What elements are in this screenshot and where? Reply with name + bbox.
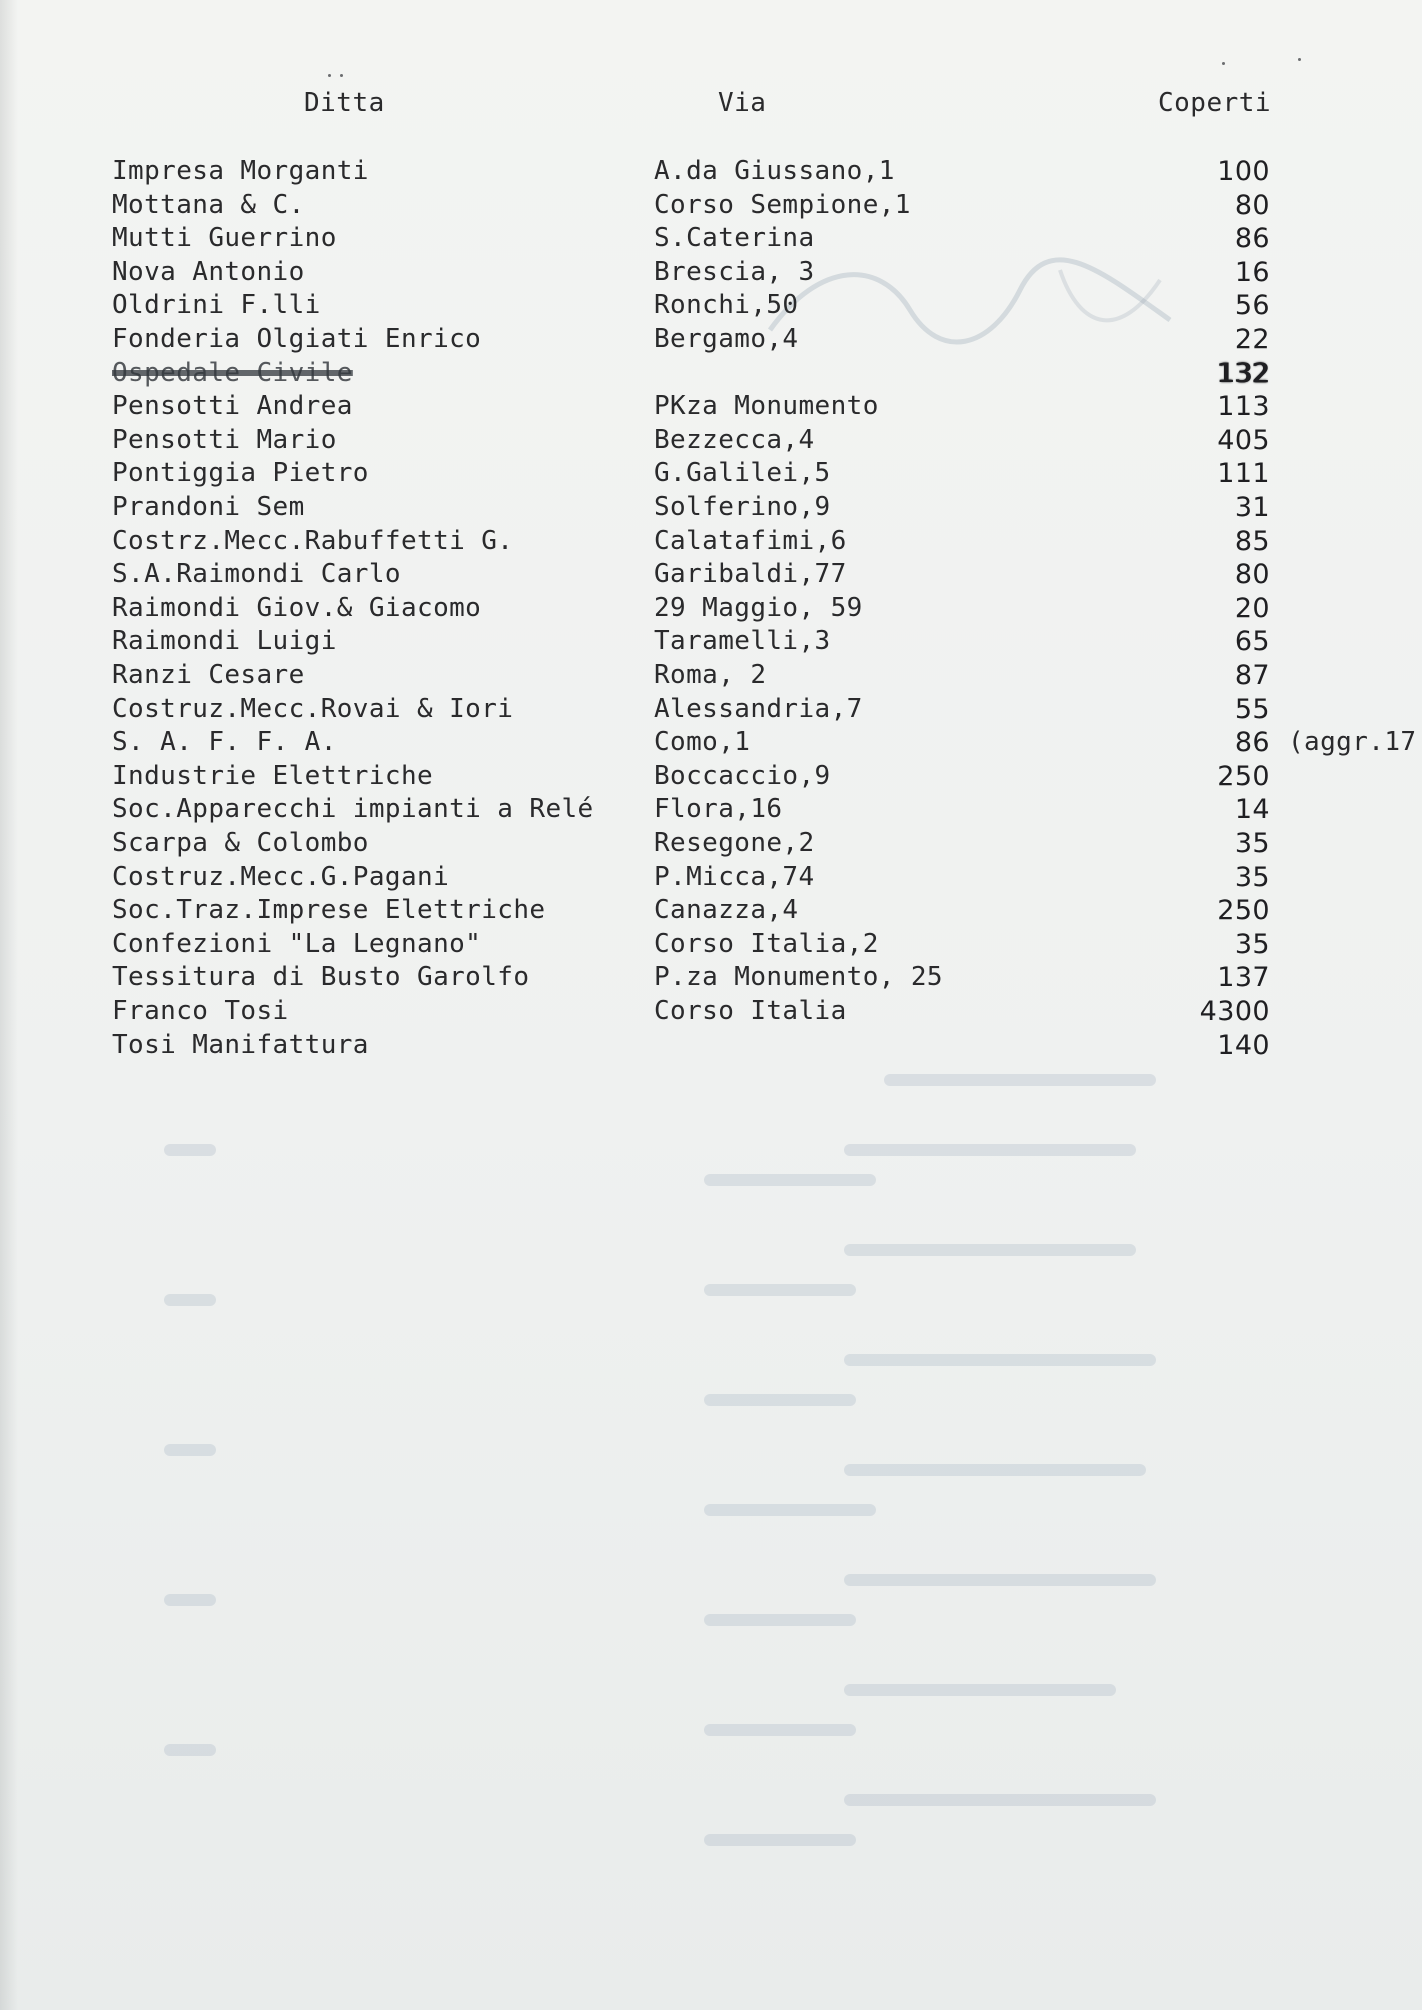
column-header-coperti: Coperti [1158, 88, 1272, 118]
street-address: Bezzecca,4 [654, 424, 815, 455]
table-row [0, 895, 1422, 928]
seat-count: 250 [1217, 760, 1270, 792]
table-row [0, 929, 1422, 962]
paper-speck [328, 74, 331, 77]
table-row [0, 727, 1422, 760]
company-name: Fonderia Olgiati Enrico [112, 324, 482, 354]
company-name: Oldrini F.lli [112, 290, 321, 321]
seat-count: 80 [1234, 559, 1270, 591]
street-address: 29 Maggio, 59 [654, 592, 863, 623]
column-header-via: Via [718, 88, 767, 118]
company-name: Tosi Manifattura [112, 1029, 369, 1060]
street-address: Ronchi,50 [654, 290, 799, 321]
street-address: Corso Sempione,1 [654, 189, 911, 220]
street-address: Calatafimi,6 [654, 525, 847, 556]
seat-count: 250 [1217, 895, 1270, 927]
table-row [0, 391, 1422, 424]
company-name: Raimondi Giov.& Giacomo [112, 592, 482, 623]
company-name: Tessitura di Busto Garolfo [112, 962, 530, 993]
table-row [0, 1030, 1422, 1063]
seat-count: 140 [1217, 1029, 1270, 1061]
company-name: Costrz.Mecc.Rabuffetti G. [112, 525, 514, 556]
table-row [0, 626, 1422, 659]
street-address: Roma, 2 [654, 660, 767, 690]
table-row [0, 458, 1422, 491]
seat-count: 4300 [1199, 996, 1270, 1027]
table-row [0, 223, 1422, 256]
street-address: Corso Italia [654, 996, 847, 1026]
seat-count: 56 [1234, 290, 1270, 322]
bleed-through-lines [150, 1050, 1300, 1930]
street-address: Flora,16 [654, 794, 783, 825]
street-address: Garibaldi,77 [654, 559, 847, 590]
company-name: Soc.Traz.Imprese Elettriche [112, 895, 546, 926]
street-address: G.Galilei,5 [654, 458, 831, 489]
company-name: Pensotti Andrea [112, 391, 353, 422]
seat-count: 55 [1234, 693, 1270, 725]
seat-count: 137 [1217, 962, 1270, 994]
handwritten-note: (aggr.17 [1288, 727, 1417, 758]
table-row [0, 257, 1422, 290]
company-name: Ospedale Civile [112, 357, 353, 388]
paper-speck [340, 74, 343, 77]
column-header-ditta: Ditta [304, 88, 385, 118]
seat-count: 86 [1234, 223, 1270, 255]
seat-count: 35 [1234, 861, 1270, 893]
seat-count: 85 [1234, 525, 1270, 557]
table-row [0, 828, 1422, 861]
street-address: P.za Monumento, 25 [654, 962, 943, 993]
table-row [0, 526, 1422, 559]
company-name: Raimondi Luigi [112, 626, 337, 657]
seat-count: 16 [1234, 256, 1270, 288]
street-address: Corso Italia,2 [654, 928, 879, 959]
street-address: PKza Monumento [654, 391, 879, 422]
table-row [0, 425, 1422, 458]
table-row [0, 492, 1422, 525]
table-row [0, 593, 1422, 626]
table-row [0, 660, 1422, 693]
table-row [0, 324, 1422, 357]
table-row [0, 761, 1422, 794]
paper-speck [1222, 62, 1225, 65]
table-row [0, 358, 1422, 391]
street-address: Como,1 [654, 727, 751, 758]
company-name: Pensotti Mario [112, 424, 337, 455]
company-name: Pontiggia Pietro [112, 458, 369, 489]
table-row [0, 290, 1422, 323]
seat-count: 86 [1234, 727, 1270, 759]
table-row [0, 996, 1422, 1029]
table-row [0, 694, 1422, 727]
seat-count: 100 [1217, 156, 1270, 187]
street-address: Taramelli,3 [654, 626, 831, 657]
company-name: Costruz.Mecc.Rovai & Iori [112, 693, 514, 724]
seat-count: 20 [1234, 592, 1270, 624]
company-name: Impresa Morganti [112, 156, 369, 186]
seat-count: 35 [1234, 828, 1270, 859]
street-address: Solferino,9 [654, 492, 831, 522]
company-name: Ranzi Cesare [112, 660, 305, 690]
company-name: S.A.Raimondi Carlo [112, 559, 401, 590]
seat-count: 14 [1234, 794, 1270, 826]
street-address: Bergamo,4 [654, 324, 799, 354]
street-address: Alessandria,7 [654, 693, 863, 724]
table-row [0, 156, 1422, 189]
street-address: S.Caterina [654, 223, 815, 254]
street-address: Canazza,4 [654, 895, 799, 926]
table-row [0, 559, 1422, 592]
company-name: Nova Antonio [112, 256, 305, 287]
seat-count: 35 [1234, 928, 1270, 960]
company-name: S. A. F. F. A. [112, 727, 337, 758]
company-name: Mottana & C. [112, 189, 305, 220]
seat-count: 405 [1217, 424, 1270, 456]
seat-count: 113 [1217, 391, 1270, 423]
company-name: Prandoni Sem [112, 492, 305, 522]
seat-count: 132 [1217, 357, 1270, 389]
table-row [0, 962, 1422, 995]
seat-count: 111 [1217, 458, 1270, 490]
company-name: Costruz.Mecc.G.Pagani [112, 861, 450, 892]
table-row [0, 190, 1422, 223]
company-name: Mutti Guerrino [112, 223, 337, 254]
company-name: Franco Tosi [112, 996, 289, 1026]
company-name: Scarpa & Colombo [112, 828, 369, 858]
seat-count: 87 [1234, 660, 1270, 691]
paper-speck [1298, 58, 1301, 61]
seat-count: 65 [1234, 626, 1270, 658]
street-address: A.da Giussano,1 [654, 156, 895, 186]
street-address: P.Micca,74 [654, 861, 815, 892]
street-address: Brescia, 3 [654, 256, 815, 287]
table-row [0, 794, 1422, 827]
seat-count: 80 [1234, 189, 1270, 221]
company-name: Soc.Apparecchi impianti a Relé [112, 794, 594, 825]
company-name: Industrie Elettriche [112, 760, 434, 791]
street-address: Resegone,2 [654, 828, 815, 858]
company-name: Confezioni "La Legnano" [112, 928, 482, 959]
seat-count: 22 [1234, 324, 1270, 355]
table-row [0, 862, 1422, 895]
seat-count: 31 [1234, 492, 1270, 523]
street-address: Boccaccio,9 [654, 760, 831, 791]
